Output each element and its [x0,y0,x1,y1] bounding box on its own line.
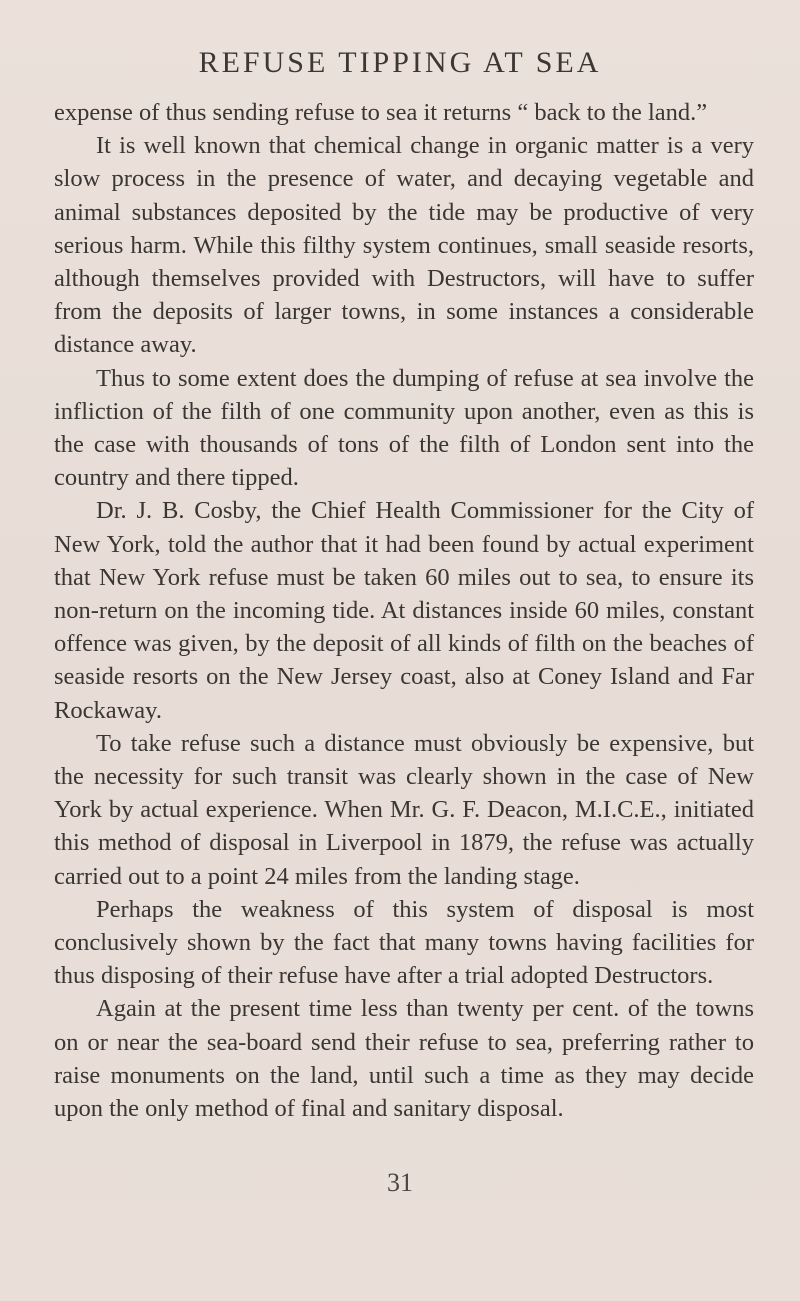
paragraph-continued: expense of thus sending refuse to sea it returns “ back to the land.” [54,99,708,126]
page-number: 31 [387,1168,413,1197]
paragraph: Perhaps the weakness of this system of disposal is most conclusively shown by the fact that many towns having facilities for thus disposing of their refuse have after a trial adopted Destructors. [54,895,754,990]
paragraph: Again at the present time less than twenty per cent. of the towns on or near the sea-board send their refuse to sea, preferring rather to raise monuments on the land, until such a time as they may decide upon the only method of final and sanitary disposal. [54,995,754,1123]
paragraph: It is well known that chemical change in organic matter is a very slow process in the presence of water, and decaying vegetable and animal substances deposited by the tide may be productive of very serious harm. While this filthy system continues, small seaside resorts, although themselves provided with Destructors, will have to suffer from the deposits of larger towns, in some instances a considerable distance away. [54,132,754,359]
running-head-title: REFUSE TIPPING AT SEA [198,46,602,79]
body-text [54,96,754,1125]
paragraph: To take refuse such a distance must obviously be expensive, but the necessity for such transit was clearly shown in the case of New York by actual experience. When Mr. G. F. Deacon, M.I.C.E., initiated this method of disposal in Liverpool in 1879, the refuse was actually carried out to a point 24 miles from the landing stage. [54,729,754,890]
paragraph: Dr. J. B. Cosby, the Chief Health Commissioner for the City of New York, told the author that it had been found by actual experiment that New York refuse must be taken 60 miles out to sea, to ensure its non-return on the incoming tide. At distances inside 60 miles, constant offence was given, by the deposit of all kinds of filth on the beaches of seaside resorts on the New Jersey coast, also at Coney Island and Far Rockaway. [54,497,754,724]
paragraph: Thus to some extent does the dumping of refuse at sea involve the infliction of the filth of one community upon another, even as this is the case with thousands of tons of the filth of London sent into the country and there tipped. [54,364,754,492]
